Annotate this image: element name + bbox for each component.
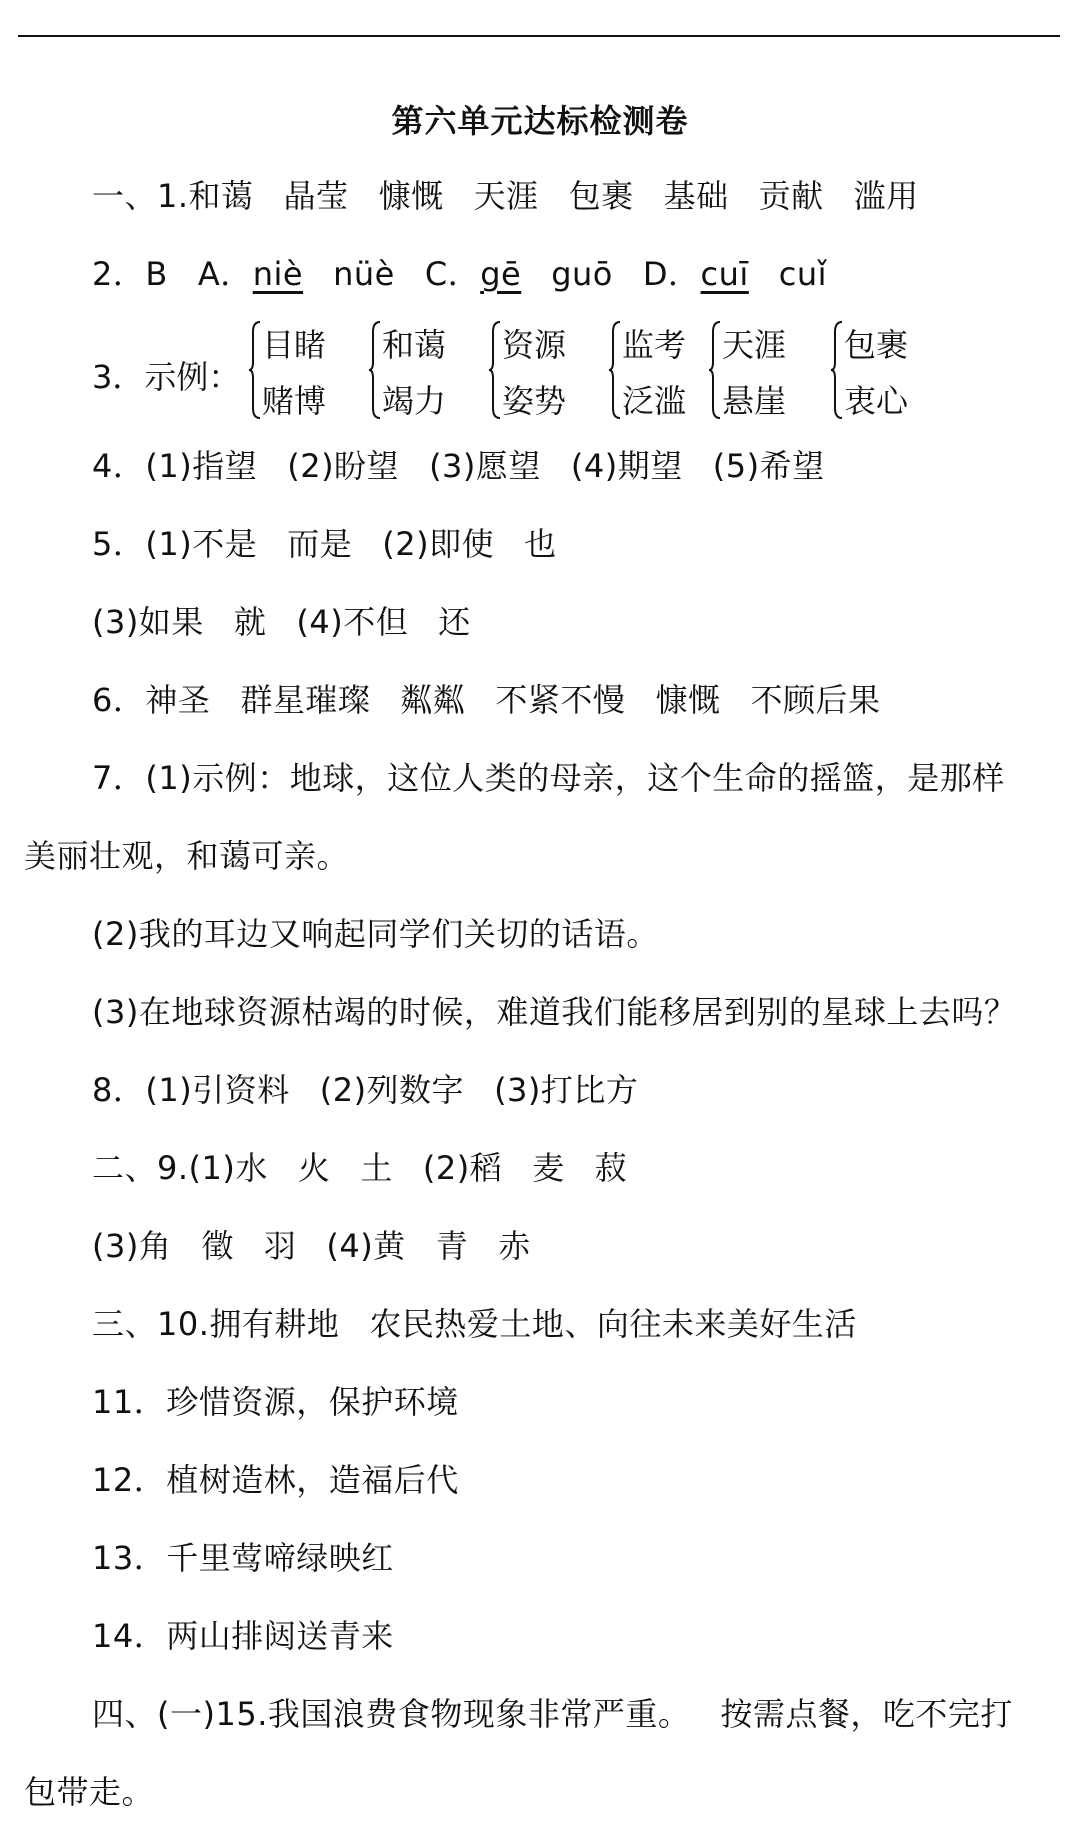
q6-item: 不紧不慢: [495, 681, 626, 719]
q9-item: 羽: [263, 1227, 297, 1265]
answer-q2: [92, 254, 827, 294]
page-title: 第六单元达标检测卷: [391, 102, 689, 140]
answer-q15-line2: 包带走。: [24, 1773, 155, 1811]
q2-a-pinyin-underlined: niè: [252, 255, 304, 293]
q1-word: 天涯: [473, 177, 539, 215]
q9-item: (1)水: [188, 1149, 268, 1187]
q15-sentence-1: 四、(一)15.我国浪费食物现象非常严重。: [92, 1695, 691, 1733]
q2-d-pinyin-underlined: cuī: [700, 255, 749, 293]
left-brace-icon: [830, 320, 844, 420]
q2-label: 2．B: [92, 255, 168, 293]
q1-label: 一、1.: [92, 177, 189, 215]
q4-item: (1)指望: [145, 447, 258, 485]
q1-word: 晶莹: [283, 177, 349, 215]
answer-q8: [92, 1070, 638, 1110]
q9-item: 青: [435, 1227, 469, 1265]
q5-item: (3)如果: [92, 603, 204, 641]
q5-item: (4)不但: [296, 603, 409, 641]
answer-q9-line2: [92, 1226, 531, 1266]
q6-item: 不顾后果: [750, 681, 881, 719]
answer-q7-line4: (3)在地球资源枯竭的时候，难道我们能移居到别的星球上去吗？: [92, 993, 1017, 1031]
q4-item: (3)愿望: [429, 447, 541, 485]
q1-word: 滥用: [853, 177, 919, 215]
answer-q6: [92, 680, 880, 720]
q3-word-bottom: 悬崖: [722, 382, 787, 420]
q3-word-top: 和蔼: [382, 326, 447, 364]
q9-item: 菽: [594, 1149, 628, 1187]
q3-word-bottom: 衷心: [844, 382, 909, 420]
answer-q14: 14．两山排闼送青来: [92, 1617, 394, 1655]
answer-q7-line1: 7．(1)示例：地球，这位人类的母亲，这个生命的摇篮，是那样: [92, 759, 1005, 797]
q3-word-bottom: 姿势: [502, 382, 567, 420]
q9-item: (3)角: [92, 1227, 172, 1265]
answer-q15-line1: [92, 1694, 1013, 1734]
q2-c-label: C．: [424, 255, 481, 293]
q4-item: (4)期望: [570, 447, 683, 485]
q10-item: 拥有耕地: [209, 1305, 340, 1343]
q9-item: (4)黄: [326, 1227, 406, 1265]
q5-label: 5．: [92, 525, 146, 563]
q3-label: 3．示例：: [92, 358, 241, 396]
answer-q10: [92, 1304, 857, 1344]
q8-item: (2)列数字: [319, 1071, 465, 1109]
left-brace-icon: [368, 320, 382, 420]
answer-q11: 11．珍惜资源，保护环境: [92, 1383, 459, 1421]
q1-word: 基础: [663, 177, 729, 215]
answer-q1: [92, 176, 919, 216]
q2-c-pinyin-underlined: gē: [480, 255, 522, 293]
answer-q5-line2: [92, 602, 471, 642]
answer-q7-line2: 美丽壮观，和蔼可亲。: [24, 837, 350, 875]
q9-item: 火: [297, 1149, 331, 1187]
q5-item: 就: [233, 603, 267, 641]
q3-word-bottom: 赌博: [262, 382, 327, 420]
answer-q13: 13．千里莺啼绿映红: [92, 1539, 394, 1577]
q9-item: (2)稻: [422, 1149, 503, 1187]
q3-word-bottom: 竭力: [382, 382, 447, 420]
q1-word: 贡献: [758, 177, 824, 215]
answer-q5-line1: [92, 524, 557, 564]
q6-label: 6．: [92, 681, 146, 719]
answer-q4: [92, 446, 825, 486]
q3-word-top: 天涯: [722, 326, 787, 364]
answer-q9-line1: [92, 1148, 627, 1188]
q8-label: 8．: [92, 1071, 146, 1109]
q10-label: 三、10.: [92, 1305, 210, 1343]
q10-item: 农民热爱土地、向往未来美好生活: [369, 1305, 857, 1343]
q9-item: 麦: [532, 1149, 565, 1187]
left-brace-icon: [708, 320, 722, 420]
q6-item: 神圣: [145, 681, 211, 719]
left-brace-icon: [248, 320, 262, 420]
answer-q7-line3: (2)我的耳边又响起同学们关切的话语。: [92, 915, 659, 953]
q5-item: 也: [524, 525, 557, 563]
q5-item: 还: [438, 603, 471, 641]
q1-word: 和蔼: [188, 177, 254, 215]
q4-label: 4．: [92, 447, 146, 485]
q9-item: 徵: [201, 1227, 234, 1265]
q9-item: 土: [360, 1149, 393, 1187]
q5-item: (2)即使: [382, 525, 495, 563]
q2-a-pinyin: nüè: [333, 255, 395, 293]
q15-sentence-2: 按需点餐，吃不完打: [720, 1695, 1013, 1733]
q3-word-top: 目睹: [262, 326, 327, 364]
left-brace-icon: [488, 320, 502, 420]
q8-item: (3)打比方: [494, 1071, 639, 1109]
q2-a-label: A．: [197, 255, 253, 293]
q1-word: 包裹: [568, 177, 634, 215]
q4-item: (2)盼望: [287, 447, 400, 485]
q9-item: 赤: [498, 1227, 531, 1265]
q6-item: 群星璀璨: [240, 681, 371, 719]
q3-word-top: 监考: [622, 326, 687, 364]
left-brace-icon: [608, 320, 622, 420]
q8-item: (1)引资料: [145, 1071, 290, 1109]
q3-word-bottom: 泛滥: [622, 382, 687, 420]
q6-item: 粼粼: [400, 681, 466, 719]
q2-c-pinyin: guō: [551, 255, 613, 293]
q6-item: 慷慨: [655, 681, 721, 719]
q3-word-top: 包裹: [844, 326, 909, 364]
q2-d-pinyin: cuǐ: [778, 255, 828, 293]
answer-q12: 12．植树造林，造福后代: [92, 1461, 459, 1499]
q3-word-top: 资源: [502, 326, 567, 364]
top-rule: [18, 35, 1060, 37]
q9-label: 二、9.: [92, 1149, 189, 1187]
q1-word: 慷慨: [378, 177, 444, 215]
q5-item: (1)不是: [145, 525, 258, 563]
q2-d-label: D．: [642, 255, 701, 293]
q4-item: (5)希望: [712, 447, 825, 485]
q5-item: 而是: [287, 525, 353, 563]
